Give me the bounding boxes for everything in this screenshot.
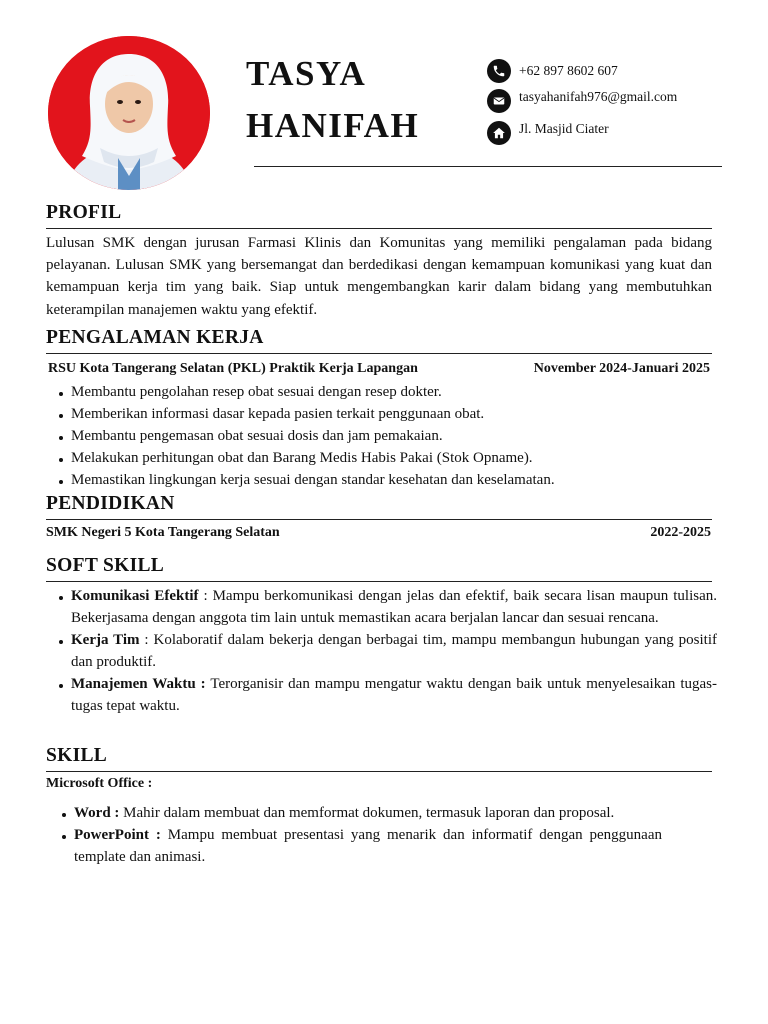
contact-email [487,89,677,113]
contact-address [487,121,609,145]
list-item [74,824,662,868]
skill-label: Kerja Tim [71,632,140,648]
phone-icon [487,59,511,83]
skill-label: PowerPoint : [74,827,161,843]
person-portrait-icon [48,36,210,190]
list-item: Membantu pengolahan resep obat sesuai dengan resep dokter. [71,381,711,403]
section-title-profil: PROFIL [46,203,712,229]
education-school: SMK Negeri 5 Kota Tangerang Selatan [46,525,280,540]
skill-subtitle: Microsoft Office : [46,776,153,791]
education-row [46,525,711,541]
email-text: tasyahanifah976@gmail.com [519,89,678,104]
list-item: Komunikasi Efektif : Mampu berkomunikasi dengan jelas dan efektif, baik secara lisan maupun tulisan. Bekerjasama dengan anggota tim lain untuk memastikan acara berjalan lancar dan sesuai rencana. [71,585,717,629]
soft-skill-list [71,585,717,717]
list-item: Melakukan perhitungan obat dan Barang Medis Habis Pakai (Stok Opname). [71,447,711,469]
section-title-skill: SKILL [46,746,712,772]
skill-description: Mampu membuat presentasi yang menarik dan informatif dengan penggunaan template dan animasi. [74,827,662,865]
contact-phone [487,59,618,83]
last-name: HANIFAH [246,106,420,145]
section-title-experience: PENGALAMAN KERJA [46,328,712,354]
experience-task-list [71,381,711,491]
list-item: Memastikan lingkungan kerja sesuai dengan standar kesehatan dan keselamatan. [71,469,711,491]
profile-photo [48,36,210,190]
list-item [74,802,662,824]
email-icon [487,89,511,113]
skill-description: Mampu berkomunikasi dengan jelas dan efektif, baik secara lisan maupun tulisan. Bekerjasama dengan anggota tim lain untuk memastikan acara berjalan lancar dan sesuai rencana. [71,588,718,626]
header-divider [254,166,722,167]
phone-text: +62 897 8602 607 [519,63,618,78]
home-icon [487,121,511,145]
skill-description: Terorganisir dan mampu mengatur waktu dengan baik untuk menyelesaikan tugas-tugas tepat waktu. [71,676,717,714]
experience-position: RSU Kota Tangerang Selatan (PKL) Praktik Kerja Lapangan [48,361,418,376]
skill-label: Manajemen Waktu : [71,676,206,692]
address-text: Jl. Masjid Ciater [519,121,609,136]
list-item: Membantu pengemasan obat sesuai dosis dan jam pemakaian. [71,425,711,447]
skill-description: Mahir dalam membuat dan memformat dokumen, termasuk laporan dan proposal. [123,805,615,821]
education-years: 2022-2025 [650,525,711,540]
section-title-soft-skill: SOFT SKILL [46,556,712,582]
list-item: Memberikan informasi dasar kepada pasien terkait penggunaan obat. [71,403,711,425]
first-name: TASYA [246,54,367,93]
skill-list [74,802,662,868]
skill-label: Word : [74,805,120,821]
experience-header [48,361,710,377]
section-title-education: PENDIDIKAN [46,494,712,520]
list-item: Kerja Tim : Kolaboratif dalam bekerja dengan berbagai tim, mampu membangun hubungan yang positif dan produktif. [71,629,717,673]
experience-period: November 2024-Januari 2025 [533,361,710,376]
skill-description: Kolaboratif dalam bekerja dengan berbagai tim, mampu membangun hubungan yang positif dan produktif. [71,632,717,670]
skill-label: Komunikasi Efektif [71,588,199,604]
profil-text: Lulusan SMK dengan jurusan Farmasi Klinis dan Komunitas yang memiliki pengalaman pada bidang pelayanan. Lulusan SMK yang bersemangat dan berdedikasi dengan kemampuan komunikasi yang kuat dan kemampuan kerja tim yang baik. Siap untuk mengembangkan karir dalam bidang yang membutuhkan keterampilan manajemen waktu yang efektif. [46,235,712,318]
list-item [71,673,717,717]
